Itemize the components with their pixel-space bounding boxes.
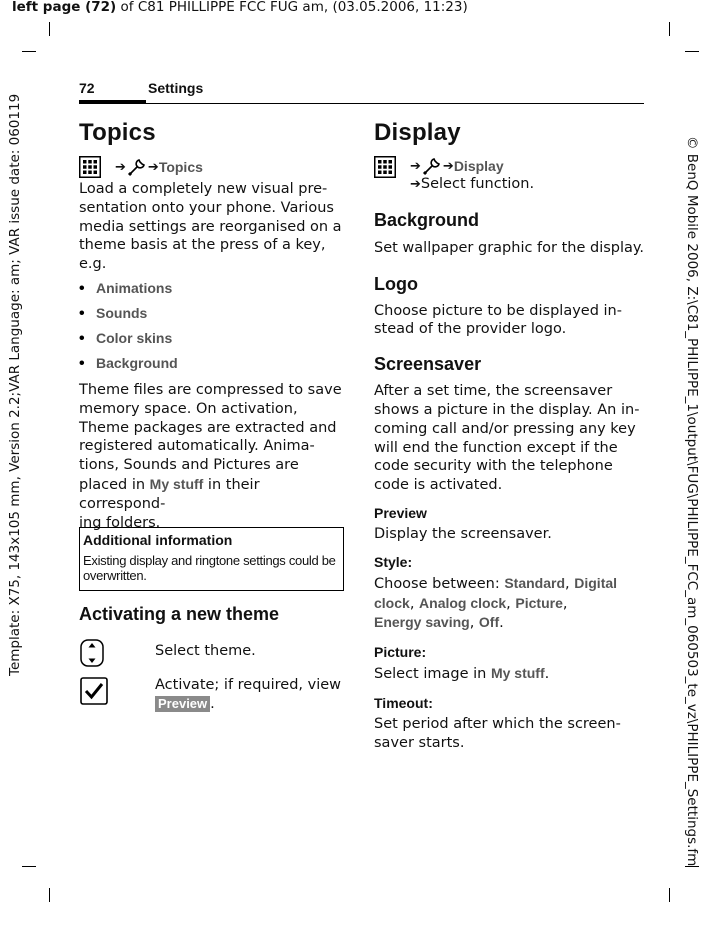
topics-intro bbox=[79, 180, 347, 274]
topics-title: Topics bbox=[79, 119, 156, 146]
list-item: • Sounds bbox=[79, 301, 347, 326]
text-line: After a set time, the screensaver bbox=[374, 383, 613, 400]
text-fragment: placed in bbox=[79, 476, 150, 493]
crop-mark bbox=[49, 888, 50, 902]
print-header bbox=[12, 0, 468, 15]
style-option: clock bbox=[374, 594, 410, 611]
text-line: stead of the provider logo. bbox=[374, 321, 567, 338]
info-text: Existing display and ringtone settings could be overwritten. bbox=[83, 553, 336, 583]
style-title: Style: bbox=[374, 553, 413, 570]
display-menu-path bbox=[374, 154, 649, 195]
timeout-title: Timeout: bbox=[374, 694, 433, 711]
preview-text: Display the screensaver. bbox=[374, 525, 552, 542]
step-select-theme: Select theme. bbox=[155, 643, 256, 659]
copyright-margin-text: © BenQ Mobile 2006, Z:\C81_PHILIPPE_1\output\FUG\PHILIPPE_FCC_am_060503_te_vz\PHILIPPE_Settings.fm bbox=[684, 136, 700, 867]
style-text bbox=[374, 574, 649, 633]
text-fragment: Choose between: bbox=[374, 575, 505, 592]
picture-title: Picture: bbox=[374, 644, 427, 661]
text-line: will end the function except if the bbox=[374, 439, 618, 456]
arrow-right-icon: ➔ bbox=[442, 158, 454, 174]
page-number: 72 bbox=[79, 80, 95, 96]
menu-grid-icon bbox=[374, 156, 396, 178]
crop-mark bbox=[669, 888, 670, 902]
preview-title: Preview bbox=[374, 504, 427, 521]
text-line: Choose picture to be displayed in- bbox=[374, 302, 622, 319]
arrow-right-icon: ➔ bbox=[410, 177, 421, 192]
crop-mark bbox=[685, 51, 699, 52]
text-fragment: Select image in bbox=[374, 666, 491, 683]
topics-bullet-list bbox=[79, 276, 347, 376]
path-display: Display bbox=[453, 158, 504, 174]
background-text: Set wallpaper graphic for the display. bbox=[374, 239, 645, 256]
text-fragment: in their correspond- bbox=[79, 476, 260, 512]
text-line: Energy saving, Off. bbox=[374, 614, 504, 632]
topics-paragraph bbox=[79, 381, 347, 532]
text-line: saver starts. bbox=[374, 734, 465, 751]
header-rule bbox=[146, 103, 644, 104]
preview-softkey: Preview bbox=[155, 696, 210, 712]
path-topics: Topics bbox=[158, 159, 203, 175]
style-option: Analog clock bbox=[419, 594, 507, 611]
text-line: coming call and/or pressing any key bbox=[374, 420, 636, 437]
text-line: Set period after which the screen- bbox=[374, 715, 621, 732]
text-line: theme basis at the press of a key, bbox=[79, 237, 326, 254]
path-select-function: Select function. bbox=[420, 176, 535, 192]
text-line: clock, Analog clock, Picture, bbox=[374, 594, 568, 612]
header-rule-thick bbox=[79, 100, 146, 104]
timeout-text bbox=[374, 715, 649, 753]
text-line: sentation onto your phone. Various bbox=[79, 199, 334, 216]
text-line bbox=[155, 695, 355, 714]
display-title: Display bbox=[374, 119, 461, 146]
list-item: • Background bbox=[79, 351, 347, 376]
text-fragment: . bbox=[210, 695, 215, 712]
text-fragment: . bbox=[544, 666, 550, 683]
screensaver-text bbox=[374, 382, 649, 495]
text-line: media settings are reorganised on a bbox=[79, 218, 342, 235]
style-option: Digital bbox=[574, 574, 618, 591]
text-line: Theme files are compressed to save bbox=[79, 381, 342, 398]
logo-text bbox=[374, 302, 649, 340]
list-item: • Animations bbox=[79, 276, 347, 301]
topics-column bbox=[79, 119, 347, 532]
logo-title: Logo bbox=[374, 273, 418, 294]
wrench-icon bbox=[422, 156, 442, 176]
arrow-right-icon: ➔ bbox=[410, 158, 421, 174]
text-line: e.g. bbox=[79, 256, 107, 273]
nav-key-icon bbox=[80, 639, 104, 667]
text-line: tions, Sounds and Pictures are bbox=[79, 457, 299, 474]
crop-mark bbox=[669, 22, 670, 36]
step-activate bbox=[155, 676, 355, 714]
display-column bbox=[374, 119, 649, 753]
text-line: Activate; if required, view bbox=[155, 677, 342, 693]
my-stuff-ref: My stuff bbox=[149, 475, 204, 492]
section-name: Settings bbox=[148, 80, 204, 96]
text-line: ing folders. bbox=[79, 514, 161, 531]
activate-title: Activating a new theme bbox=[79, 604, 280, 624]
crop-mark bbox=[49, 22, 50, 36]
list-item: • Color skins bbox=[79, 326, 347, 351]
info-title: Additional information bbox=[83, 532, 233, 548]
text-line: Theme packages are extracted and bbox=[79, 419, 337, 436]
topics-menu-path bbox=[79, 154, 347, 180]
arrow-right-icon: ➔ bbox=[147, 159, 159, 175]
style-option: Picture bbox=[515, 594, 563, 611]
text-line: memory space. On activation, bbox=[79, 400, 298, 417]
text-line: code security with the telephone bbox=[374, 458, 613, 475]
picture-text bbox=[374, 664, 649, 684]
additional-info-box bbox=[79, 527, 344, 591]
check-icon bbox=[80, 677, 108, 705]
screensaver-title: Screensaver bbox=[374, 354, 482, 375]
text-line: Load a completely new visual pre- bbox=[79, 181, 328, 197]
style-option: Standard bbox=[504, 574, 566, 591]
text-line: code is activated. bbox=[374, 477, 503, 494]
print-header-rest: of C81 PHILLIPPE FCC FUG am, (03.05.2006, 11:23) bbox=[116, 0, 468, 15]
background-title: Background bbox=[374, 209, 480, 230]
style-option: Off bbox=[478, 614, 500, 631]
arrow-right-icon: ➔ bbox=[115, 159, 126, 175]
text-line: registered automatically. Anima- bbox=[79, 438, 315, 455]
menu-grid-icon bbox=[79, 156, 101, 178]
crop-mark bbox=[22, 51, 36, 52]
style-option: Energy saving bbox=[374, 614, 470, 631]
print-header-bold: left page (72) bbox=[12, 0, 117, 15]
text-line: Choose between: Standard, Digital bbox=[374, 574, 618, 592]
text-line: shows a picture in the display. An in- bbox=[374, 401, 640, 418]
text-line bbox=[79, 475, 347, 514]
my-stuff-ref: My stuff bbox=[490, 665, 545, 682]
wrench-icon bbox=[127, 157, 147, 177]
crop-mark bbox=[22, 866, 36, 867]
template-margin-text: Template: X75, 143x105 mm, Version 2.2;VAR Language: am; VAR issue date: 060119 bbox=[7, 93, 23, 676]
